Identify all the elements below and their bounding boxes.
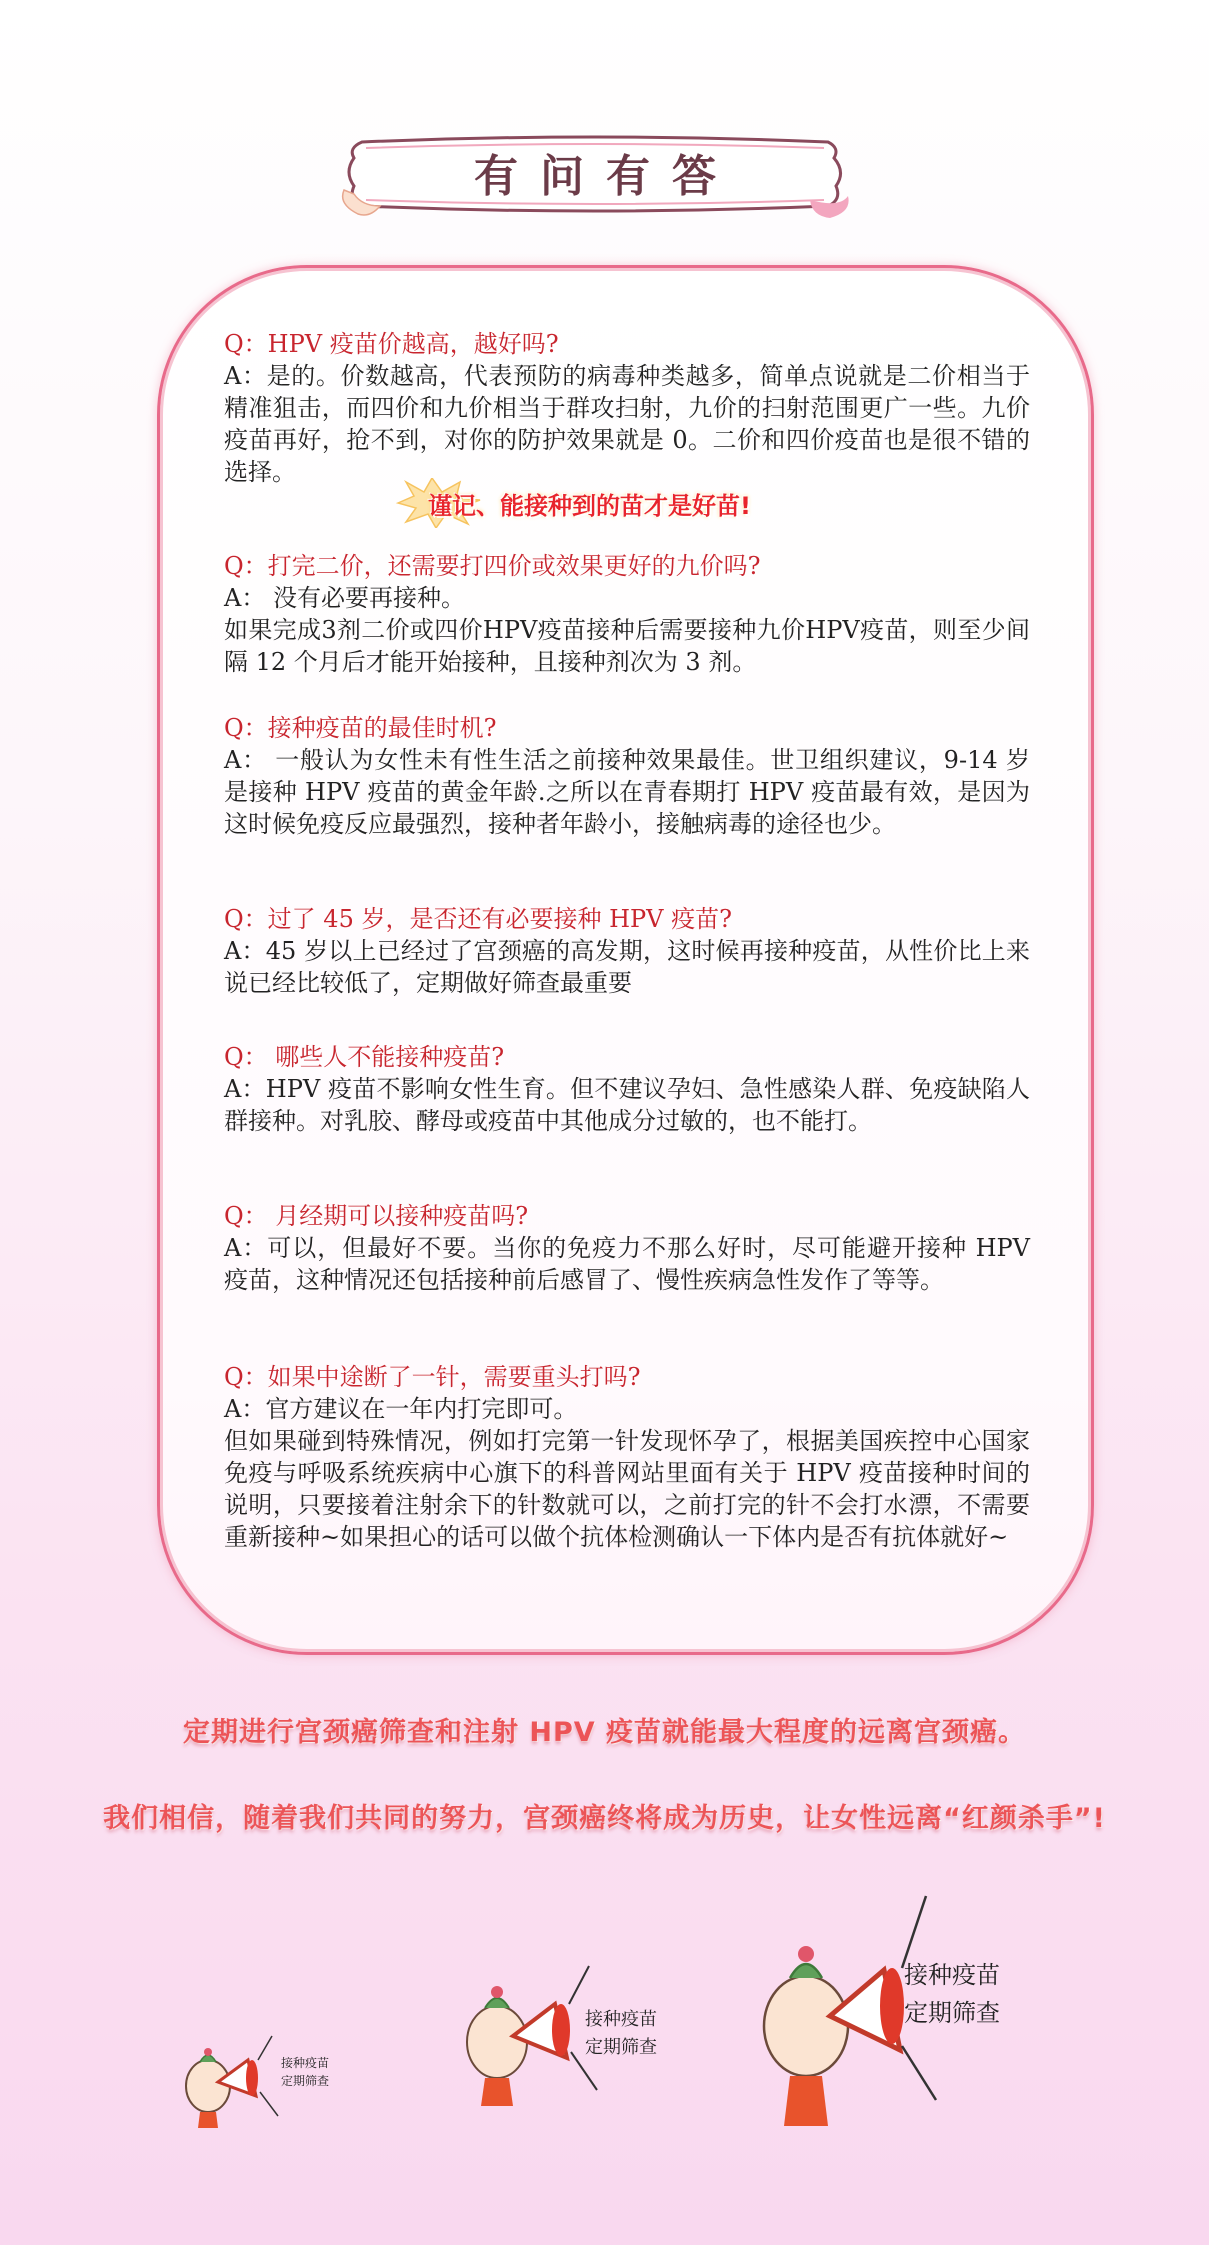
mascot-small-line2: 定期筛查 (281, 2074, 330, 2088)
question-6: Q： 月经期可以接种疫苗吗? (224, 1202, 529, 1230)
qa-item (224, 903, 1030, 999)
qa-item (224, 550, 1030, 678)
mascot-small (178, 2030, 338, 2130)
answer-6: A：可以，但最好不要。当你的免疫力不那么好时，尽可能避开接种 HPV 疫苗，这种情况还包括接种前后感冒了、慢性疾病急性发作了等等。 (224, 1234, 1030, 1294)
answer-3: A： 一般认为女性未有性生活之前接种效果最佳。世卫组织建议，9-14 岁是接种 HPV 疫苗的黄金年龄.之所以在青春期打 HPV 疫苗最有效，是因为这时候免疫反应最强烈，接种者年龄小，接触病毒的途径也少。 (224, 746, 1030, 838)
question-1: Q：HPV 疫苗价越高，越好吗? (224, 330, 559, 358)
mascot-small-line1: 接种疫苗 (281, 2056, 330, 2070)
question-7: Q：如果中途断了一针，需要重头打吗? (224, 1363, 641, 1391)
answer-2a: A： 没有必要再接种。 (224, 584, 465, 612)
question-4: Q：过了 45 岁，是否还有必要接种 HPV 疫苗? (224, 905, 733, 933)
megaphone-mascot-icon (178, 2030, 288, 2130)
megaphone-mascot-icon (455, 1960, 605, 2110)
mascot-large (750, 1890, 1010, 2130)
mascot-medium-line2: 定期筛查 (585, 2037, 657, 2058)
question-3: Q：接种疫苗的最佳时机? (224, 714, 497, 742)
qa-item (224, 328, 1030, 488)
qa-item (224, 1041, 1030, 1137)
page-title: 有问有答 (474, 151, 738, 202)
callout-text: 谨记、能接种到的苗才是好苗! (428, 491, 751, 520)
mascot-medium-line1: 接种疫苗 (585, 2009, 657, 2030)
answer-7a: A：官方建议在一年内打完即可。 (224, 1395, 578, 1423)
header-banner (340, 134, 850, 220)
mascot-medium (455, 1960, 665, 2110)
slogan-1: 定期进行宫颈癌筛查和注射 HPV 疫苗就能最大程度的远离宫颈癌。 (182, 1717, 1027, 1748)
answer-1: A：是的。价数越高，代表预防的病毒种类越多，简单点说就是二价相当于精准狙击，而四价和九价相当于群攻扫射，九价的扫射范围更广一些。九价疫苗再好，抢不到，对你的防护效果就是 0。二价和四价疫苗也是很不错的选择。 (224, 362, 1030, 486)
answer-4: A：45 岁以上已经过了宫颈癌的高发期，这时候再接种疫苗，从性价比上来说已经比较低了，定期做好筛查最重要 (224, 937, 1030, 997)
question-5: Q： 哪些人不能接种疫苗? (224, 1043, 505, 1071)
answer-5: A：HPV 疫苗不影响女性生育。但不建议孕妇、急性感染人群、免疫缺陷人群接种。对乳胶、酵母或疫苗中其他成分过敏的，也不能打。 (224, 1075, 1030, 1135)
qa-item (224, 1200, 1030, 1296)
mascot-large-line1: 接种疫苗 (904, 1961, 1000, 1989)
answer-7b: 但如果碰到特殊情况，例如打完第一针发现怀孕了，根据美国疾控中心国家免疫与呼吸系统疾病中心旗下的科普网站里面有关于 HPV 疫苗接种时间的说明，只要接着注射余下的针数就可以，之前打完的针不会打水漂，不需要重新接种~如果担心的话可以做个抗体检测确认一下体内是否有抗体就好~ (224, 1427, 1030, 1551)
slogan-2: 我们相信，随着我们共同的努力，宫颈癌终将成为历史，让女性远离“红颜杀手”! (103, 1803, 1106, 1834)
callout (388, 478, 828, 528)
mascot-large-line2: 定期筛查 (904, 1999, 1000, 2027)
qa-item (224, 712, 1030, 840)
question-2: Q：打完二价，还需要打四价或效果更好的九价吗? (224, 552, 761, 580)
answer-2b: 如果完成3剂二价或四价HPV疫苗接种后需要接种九价HPV疫苗，则至少间隔 12 个月后才能开始接种，且接种剂次为 3 剂。 (224, 616, 1030, 676)
qa-item (224, 1361, 1030, 1553)
